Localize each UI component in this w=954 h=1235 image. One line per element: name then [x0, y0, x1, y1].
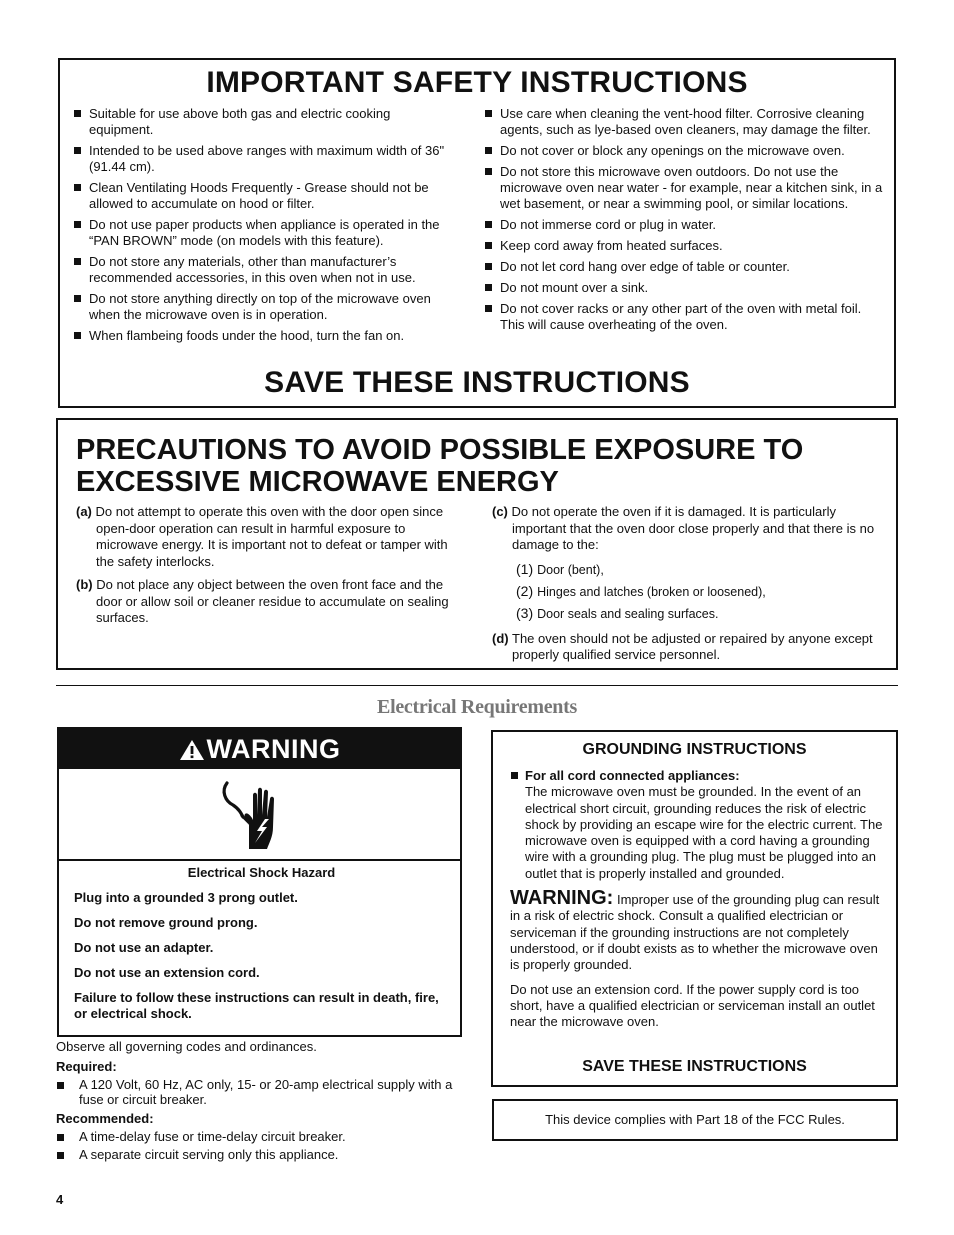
precaution-a: (a) Do not attempt to operate this oven with the door open since open-door operation can result in harmful exposure to microwave energy. It is important not to defeat or tamper with the safety interlocks. — [76, 504, 448, 569]
fcc-compliance-box: This device complies with Part 18 of the FCC Rules. — [492, 1099, 898, 1141]
square-bullet-icon — [485, 242, 492, 249]
precaution-c-sub-1: (1) Door (bent), — [516, 560, 604, 577]
list-item: A 120 Volt, 60 Hz, AC only, 15- or 20-amp electrical supply with a fuse or circuit breaker. — [56, 1078, 466, 1107]
grounding-title: GROUNDING INSTRUCTIONS — [582, 741, 807, 758]
warning-banner — [59, 729, 460, 769]
safety-right-column — [484, 106, 884, 338]
square-bullet-icon — [485, 305, 492, 312]
list-item: Do not immerse cord or plug in water. — [484, 217, 884, 233]
square-bullet-icon — [74, 258, 81, 265]
square-bullet-icon — [485, 110, 492, 117]
warning-body — [74, 865, 449, 1031]
list-item: Clean Ventilating Hoods Frequently - Grease should not be allowed to accumulate on hood or filter. — [73, 180, 458, 212]
warning-box — [57, 727, 462, 1037]
required-label: Required: — [56, 1059, 117, 1074]
square-bullet-icon — [74, 147, 81, 154]
square-bullet-icon — [74, 332, 81, 339]
precaution-c-sub-2: (2) Hinges and latches (broken or loosened), — [516, 582, 766, 599]
list-item: A separate circuit serving only this appliance. — [56, 1148, 466, 1163]
precaution-d: (d) The oven should not be adjusted or repaired by anyone except properly qualified service personnel. — [492, 630, 873, 662]
square-bullet-icon — [74, 184, 81, 191]
precaution-c-sub-3: (3) Door seals and sealing surfaces. — [516, 604, 719, 621]
square-bullet-icon — [485, 221, 492, 228]
warning-line: Do not use an extension cord. — [74, 964, 260, 980]
grounding-body — [510, 768, 885, 1030]
precautions-title: PRECAUTIONS TO AVOID POSSIBLE EXPOSURE TO EXCESSIVE MICROWAVE ENERGY — [76, 434, 804, 498]
square-bullet-icon — [57, 1134, 64, 1141]
list-item: Intended to be used above ranges with maximum width of 36" (91.44 cm). — [73, 143, 458, 175]
hazard-title: Electrical Shock Hazard — [187, 865, 336, 880]
warning-title: WARNING — [206, 734, 341, 764]
precautions-left-column — [76, 504, 466, 634]
list-item: Do not cover or block any openings on the microwave oven. — [484, 143, 884, 159]
square-bullet-icon — [485, 147, 492, 154]
list-item: Do not mount over a sink. — [484, 280, 884, 296]
list-item: Do not use paper products when appliance is operated in the “PAN BROWN” mode (on models with this feature). — [73, 217, 458, 249]
list-item: A time-delay fuse or time-delay circuit breaker. — [56, 1130, 466, 1145]
safety-title: IMPORTANT SAFETY INSTRUCTIONS — [206, 66, 748, 99]
square-bullet-icon — [511, 772, 518, 779]
list-item: Do not store this microwave oven outdoors. Do not use the microwave oven near water - for example, near a kitchen sink, in a wet basement, or near a swimming pool, or similar locations. — [484, 164, 884, 212]
page-number: 4 — [56, 1192, 64, 1207]
warning-line: Failure to follow these instructions can result in death, fire, or electrical shock. — [74, 989, 439, 1021]
recommended-label: Recommended: — [56, 1111, 154, 1126]
safety-left-column — [73, 106, 458, 349]
square-bullet-icon — [485, 263, 492, 270]
shock-icon-area — [59, 769, 460, 861]
section-divider — [56, 685, 898, 686]
grounding-save-title: SAVE THESE INSTRUCTIONS — [582, 1058, 807, 1075]
square-bullet-icon — [485, 168, 492, 175]
observe-codes: Observe all governing codes and ordinances. — [56, 1039, 317, 1054]
precaution-b: (b) Do not place any object between the oven front face and the door or allow soil or cleaner residue to accumulate on sealing surfaces. — [76, 577, 449, 625]
list-item: Use care when cleaning the vent-hood filter. Corrosive cleaning agents, such as lye-based oven cleaners, may damage the filter. — [484, 106, 884, 138]
list-item: Do not let cord hang over edge of table or counter. — [484, 259, 884, 275]
list-item: Suitable for use above both gas and electric cooking equipment. — [73, 106, 458, 138]
grounding-instructions-box — [491, 730, 898, 1087]
save-instructions-title: SAVE THESE INSTRUCTIONS — [264, 366, 690, 399]
square-bullet-icon — [485, 284, 492, 291]
electric-shock-hand-icon — [219, 779, 289, 855]
square-bullet-icon — [74, 221, 81, 228]
safety-instructions-box — [58, 58, 896, 408]
list-item: Do not cover racks or any other part of the oven with metal foil. This will cause overheating of the oven. — [484, 301, 884, 333]
precaution-c: (c) Do not operate the oven if it is damaged. It is particularly important that the oven door close properly and that there is no damage to the: — [492, 504, 875, 552]
electrical-requirements-text — [56, 1039, 466, 1162]
warning-line: Do not use an adapter. — [74, 939, 214, 955]
square-bullet-icon — [57, 1082, 64, 1089]
list-item: When flambeing foods under the hood, turn the fan on. — [73, 328, 458, 344]
square-bullet-icon — [74, 295, 81, 302]
precautions-right-column — [492, 504, 887, 671]
precautions-box — [56, 418, 898, 670]
grounding-item: For all cord connected appliances: The microwave oven must be grounded. In the event of an electrical short circuit, grounding reduces the risk of electric shock by providing an escape wire for the electric current. The microwave oven is equipped with a cord having a grounding wire with a grounding plug. The plug must be plugged into an outlet that is properly installed and grounded. — [510, 768, 885, 882]
warning-triangle-icon — [179, 739, 205, 761]
square-bullet-icon — [74, 110, 81, 117]
electrical-requirements-heading: Electrical Requirements — [377, 696, 577, 718]
list-item: Do not store any materials, other than manufacturer’s recommended accessories, in this oven when not in use. — [73, 254, 458, 286]
grounding-warning: WARNING: Improper use of the grounding plug can result in a risk of electric shock. Consult a qualified electrician or serviceman if the grounding instructions are not completely understood, or if doubt exists as to whether the microwave oven is properly grounded. — [510, 887, 880, 973]
square-bullet-icon — [57, 1152, 64, 1159]
extension-cord-note: Do not use an extension cord. If the power supply cord is too short, have a qualified electrician or serviceman install an outlet near the microwave oven. — [510, 981, 875, 1030]
warning-line: Plug into a grounded 3 prong outlet. — [74, 889, 298, 905]
list-item: Do not store anything directly on top of the microwave oven when the microwave oven is in operation. — [73, 291, 458, 323]
warning-line: Do not remove ground prong. — [74, 914, 258, 930]
list-item: Keep cord away from heated surfaces. — [484, 238, 884, 254]
